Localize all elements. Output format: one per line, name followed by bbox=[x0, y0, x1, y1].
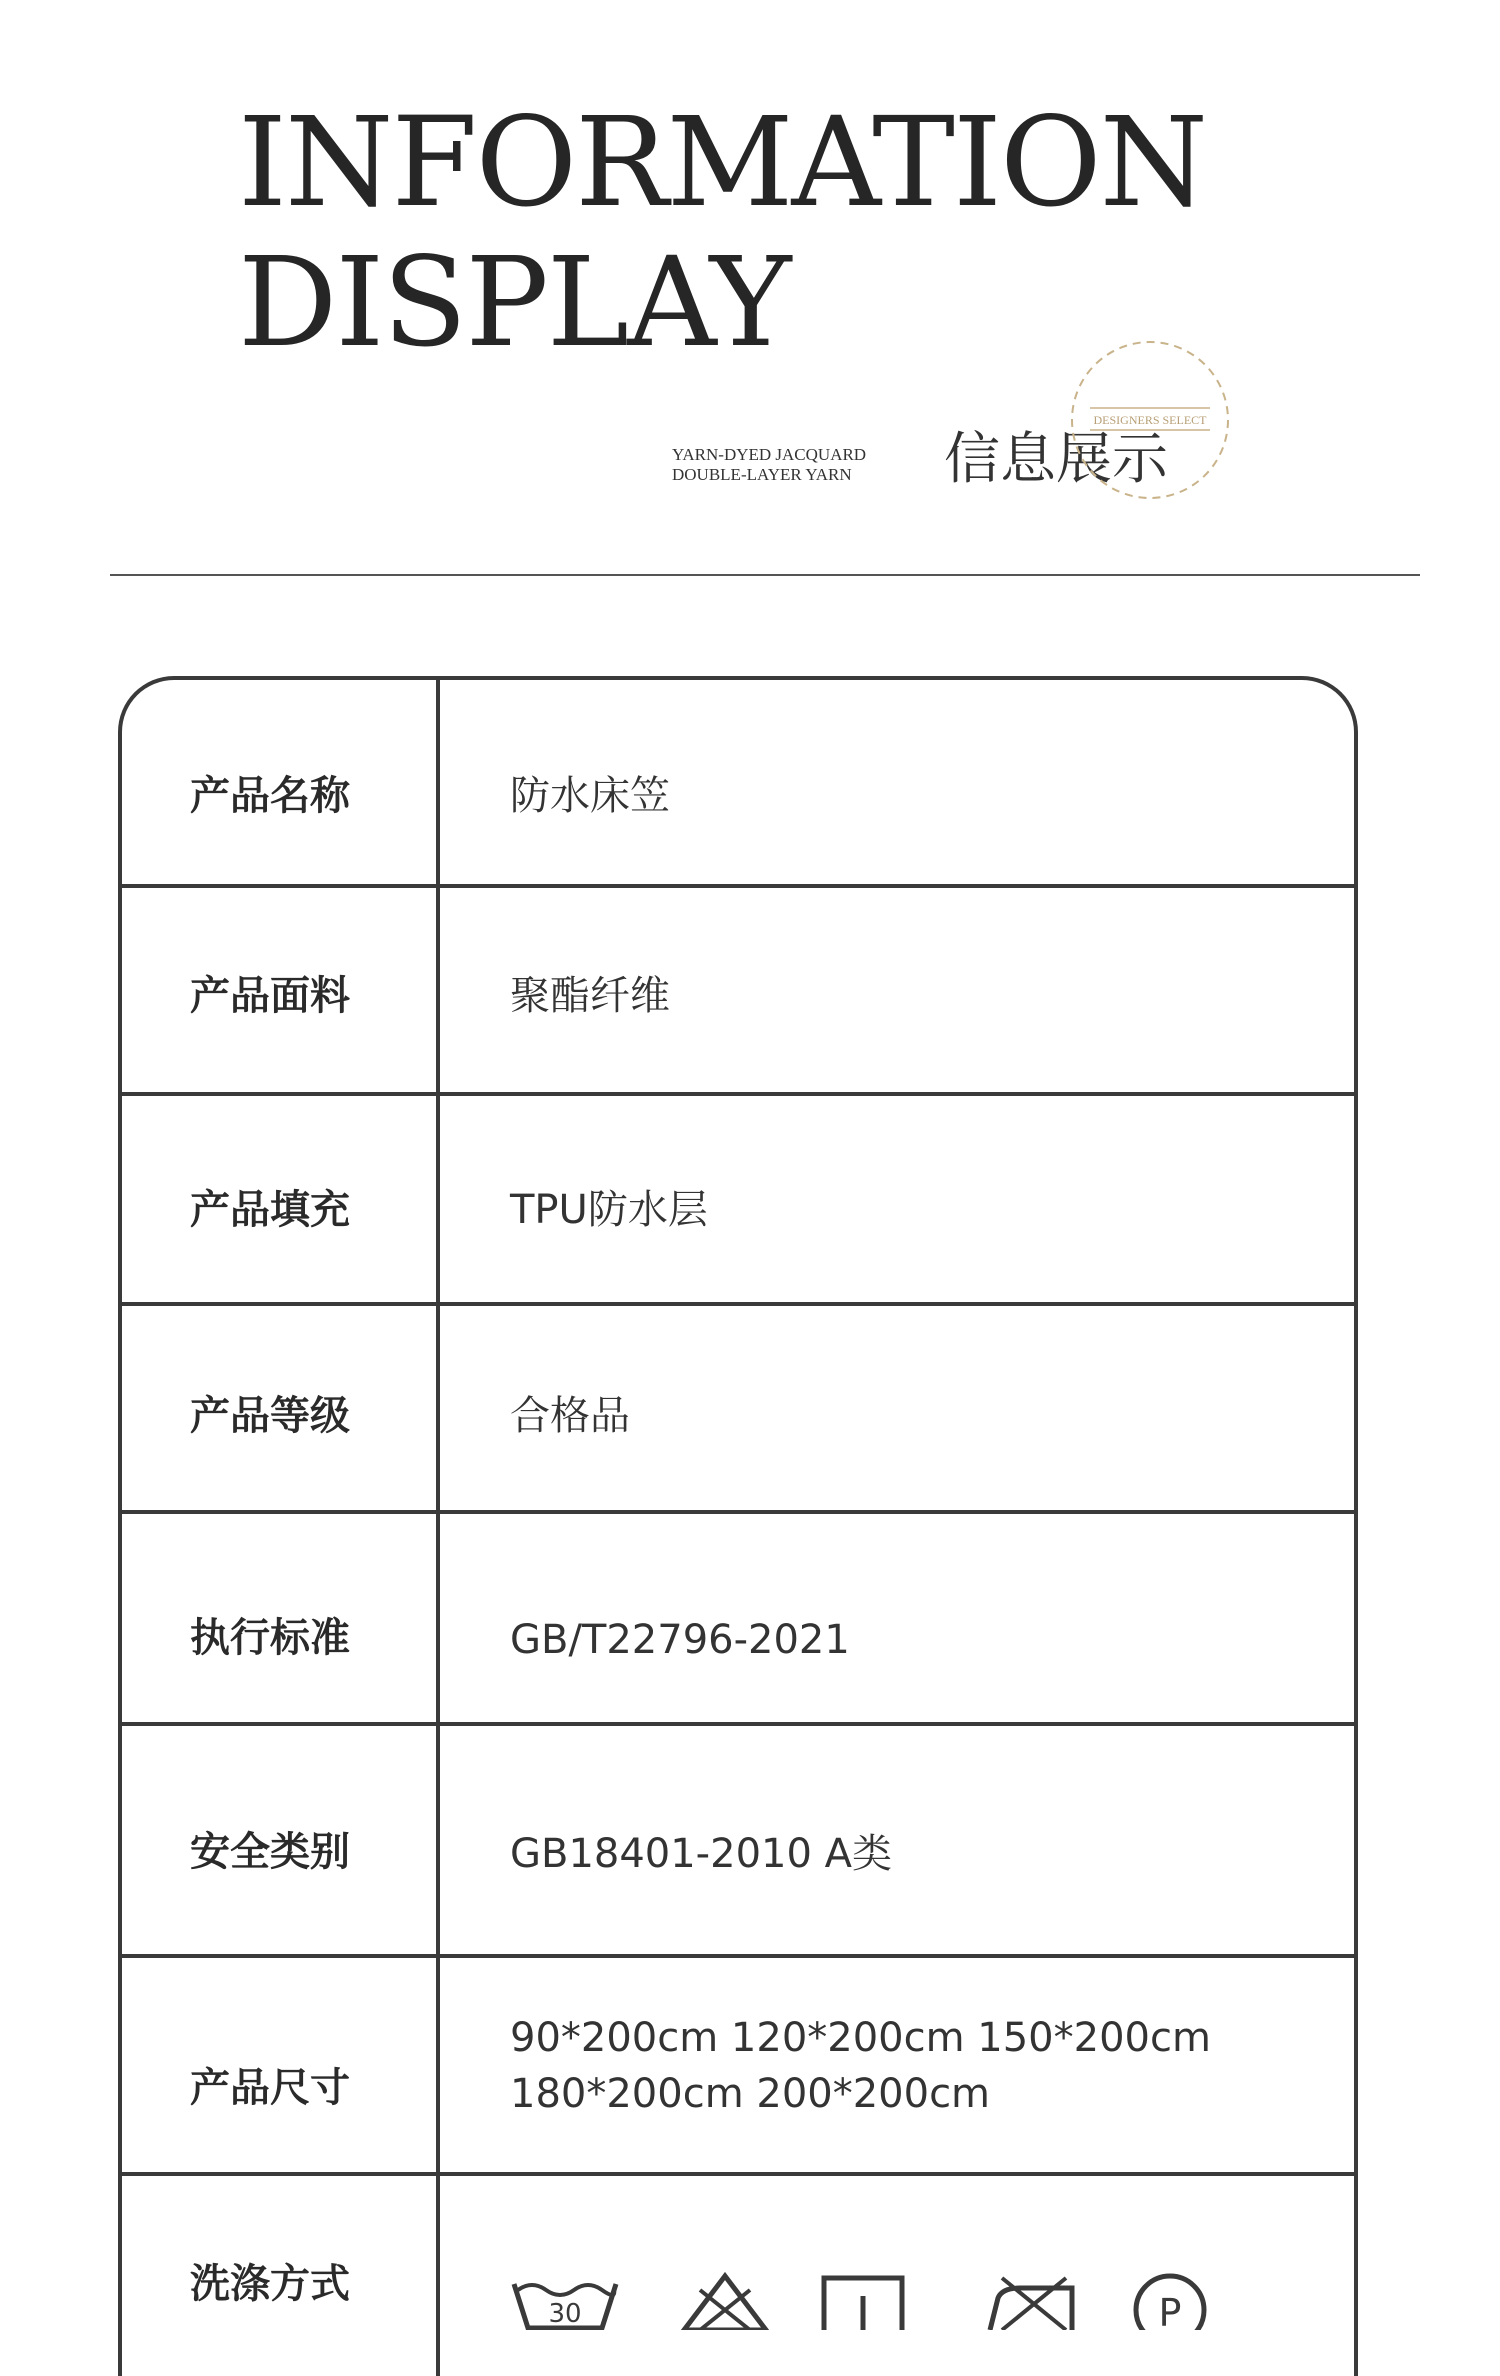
subtitle-english-line2: DOUBLE-LAYER YARN bbox=[672, 465, 852, 484]
row-label-fabric: 产品面料 bbox=[190, 973, 350, 1019]
title-display: DISPLAY bbox=[238, 231, 790, 375]
subtitle-chinese: 信息展示 bbox=[944, 427, 1168, 492]
no-bleach-icon bbox=[680, 2270, 770, 2330]
row-label-grade: 产品等级 bbox=[190, 1393, 350, 1439]
row-value-size-line1: 90*200cm 120*200cm 150*200cm bbox=[510, 2015, 1211, 2061]
no-iron-icon bbox=[980, 2270, 1080, 2330]
table-row-divider bbox=[118, 1092, 1358, 1096]
row-value-safety: GB18401-2010 A类 bbox=[510, 1831, 892, 1877]
row-value-product-name: 防水床笠 bbox=[510, 773, 670, 819]
row-label-standard: 执行标准 bbox=[190, 1615, 350, 1661]
row-label-size: 产品尺寸 bbox=[190, 2065, 350, 2111]
wash-temp-text: 30 bbox=[548, 2299, 582, 2329]
row-label-washing: 洗涤方式 bbox=[190, 2261, 350, 2307]
p-letter-text: P bbox=[1158, 2291, 1182, 2330]
row-label-filling: 产品填充 bbox=[190, 1187, 350, 1233]
table-column-divider bbox=[436, 676, 440, 2376]
row-value-grade: 合格品 bbox=[510, 1393, 630, 1439]
subtitle-english bbox=[672, 445, 866, 485]
row-value-fabric: 聚酯纤维 bbox=[510, 973, 670, 1019]
designers-select-stamp-icon bbox=[1060, 330, 1240, 510]
row-label-product-name: 产品名称 bbox=[190, 773, 350, 819]
table-row-divider bbox=[118, 1722, 1358, 1726]
row-value-size-line2: 180*200cm 200*200cm bbox=[510, 2071, 991, 2117]
title-information: INFORMATION bbox=[238, 91, 1207, 235]
line-dry-icon bbox=[820, 2270, 906, 2330]
subtitle-english-line1: YARN-DYED JACQUARD bbox=[672, 445, 867, 464]
header-divider bbox=[110, 574, 1420, 576]
wash-30-icon bbox=[510, 2270, 620, 2330]
table-row-divider bbox=[118, 1510, 1358, 1514]
row-value-standard: GB/T22796-2021 bbox=[510, 1617, 850, 1663]
professional-clean-p-icon bbox=[1130, 2270, 1210, 2330]
table-row-divider bbox=[118, 884, 1358, 888]
table-row-divider bbox=[118, 2172, 1358, 2176]
row-label-safety: 安全类别 bbox=[190, 1829, 350, 1875]
table-row-divider bbox=[118, 1954, 1358, 1958]
table-row-divider bbox=[118, 1302, 1358, 1306]
stamp-text: DESIGNERS SELECT bbox=[1093, 413, 1207, 427]
row-value-filling: TPU防水层 bbox=[510, 1187, 708, 1233]
